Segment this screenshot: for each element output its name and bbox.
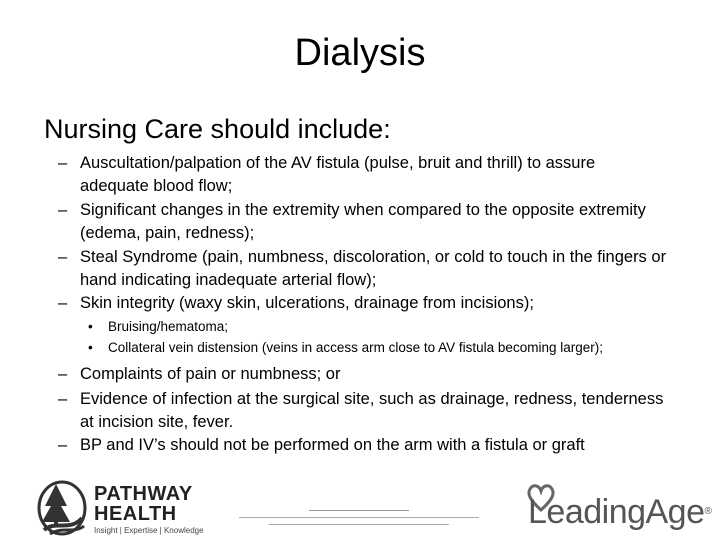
bullet-marker: –: [58, 294, 68, 312]
list-item: [58, 363, 668, 386]
footer: [0, 470, 720, 540]
list-item-text: Auscultation/palpation of the AV fistula (pulse, bruit and thrill) to assure adequate blood flow;: [80, 154, 596, 195]
registered-mark: ®: [704, 506, 712, 517]
list-item: [58, 246, 668, 292]
leadingage-wordmark: [528, 494, 711, 530]
pathway-health-wordmark: PATHWAY HEALTH: [94, 483, 193, 525]
list-item-text: Significant changes in the extremity when compared to the opposite extremity (edema, pain, redness);: [80, 201, 646, 242]
bullet-marker: –: [58, 248, 68, 266]
list-item: [58, 292, 668, 315]
bullet-marker: –: [58, 436, 68, 454]
fine-print-line: [269, 524, 449, 528]
sub-list-item-text: Collateral vein distension (veins in access arm close to AV fistula becoming larger);: [108, 340, 603, 355]
bullet-marker: –: [58, 365, 68, 383]
fine-print-line: [239, 517, 479, 521]
sub-bullet-marker: •: [88, 340, 93, 355]
list-item-text: BP and IV’s should not be performed on the arm with a fistula or graft: [80, 436, 585, 454]
pathway-tagline: Insight | Expertise | Knowledge: [94, 526, 204, 535]
list-item-text: Complaints of pain or numbness; or: [80, 365, 341, 383]
list-item-text: Steal Syndrome (pain, numbness, discoloration, or cold to touch in the fingers or hand indicating inadequate arterial flow);: [80, 248, 667, 289]
bullet-marker: –: [58, 390, 68, 408]
sub-list-item-text: Bruising/hematoma;: [108, 319, 229, 334]
leadingage-name: LeadingAge: [528, 493, 705, 531]
sub-bullet-marker: •: [88, 319, 93, 334]
list-item: [58, 388, 668, 434]
bullet-marker: –: [58, 201, 68, 219]
sub-list-item: [88, 318, 708, 336]
list-item-text: Evidence of infection at the surgical site, such as drainage, redness, tenderness at incision site, fever.: [80, 390, 664, 431]
slide-title: Dialysis: [294, 32, 426, 74]
list-item: [58, 434, 668, 457]
bullet-marker: –: [58, 154, 68, 172]
fine-print: [228, 510, 490, 528]
section-heading: Nursing Care should include:: [44, 114, 391, 144]
tree-river-icon: [36, 478, 90, 536]
list-item-text: Skin integrity (waxy skin, ulcerations, drainage from incisions);: [80, 294, 534, 312]
leadingage-logo: [508, 482, 712, 532]
fine-print-line: [309, 510, 409, 514]
list-item: [58, 199, 668, 245]
list-item: [58, 152, 668, 198]
pathway-health-logo: [36, 478, 226, 536]
sub-list-item: [88, 339, 708, 357]
